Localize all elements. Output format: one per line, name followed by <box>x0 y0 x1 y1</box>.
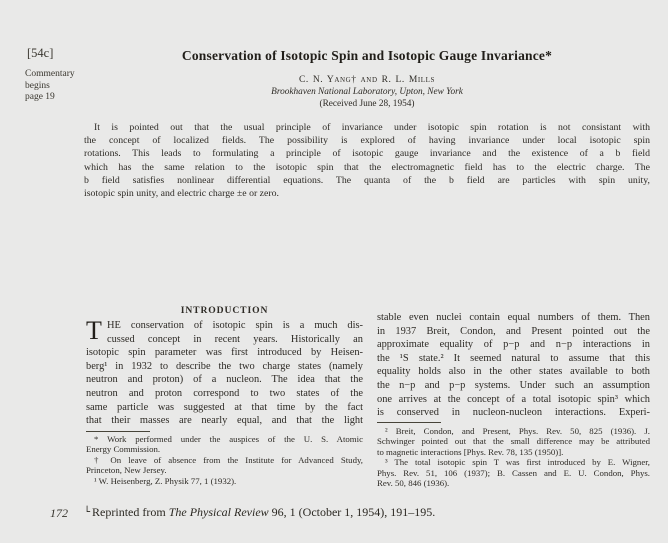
body-line: neutron and proton) of a nucleon. The idea that the <box>86 374 363 386</box>
body-line: the n−p and p−p systems. Under such an assumption <box>377 379 650 391</box>
affiliation-line: Brookhaven National Laboratory, Upton, New York <box>271 87 463 97</box>
left-column-text <box>86 316 363 428</box>
reprint-credit-line <box>84 505 435 520</box>
abstract-line: which has the same relation to the isotopic spin that the electromagnetic field has to the electric charge. The <box>84 161 650 173</box>
body-line: one arrives at the concept of a total isotopic spin³ which <box>377 393 650 405</box>
footnote-line: Princeton, New Jersey. <box>86 465 167 476</box>
margin-note-line: begins <box>25 80 50 91</box>
footnote-line: Energy Commission. <box>86 444 161 455</box>
margin-note-line: page 19 <box>25 92 55 102</box>
abstract-line: the concept of localized fields. The possibility is explored of having invariance under local isotopic spin <box>84 135 650 147</box>
footnote-line: to magnetic interactions [Phys. Rev. 78, 135 (1950)]. <box>377 446 564 457</box>
body-line: cussed concept in recent years. Historically an <box>107 333 363 345</box>
received-date-line: (Received June 28, 1954) <box>319 99 415 109</box>
right-column-text <box>377 311 650 420</box>
body-line: in 1937 Breit, Condon, and Present pointed out the <box>377 325 650 337</box>
body-line: berg¹ in 1932 to describe the two charge states (namely <box>86 360 363 372</box>
abstract-line: It is pointed out that the usual principle of invariance under isotopic spin rotation is not consistant with <box>94 122 650 133</box>
reprint-credit-pre: Reprinted from <box>92 505 169 519</box>
abstract-line: b field satisfies nonlinear differential equations. The quanta of the b field are particles with spin unity, <box>84 174 650 186</box>
footnote-line: Schwinger pointed out that the small difference may be attributed <box>377 436 650 447</box>
section-heading-introduction: INTRODUCTION <box>180 305 269 316</box>
footnote-line: Rev. 50, 846 (1936). <box>377 478 450 489</box>
authors-line: C. N. Yang† and R. L. Mills <box>298 75 436 85</box>
abstract-line: isotopic spin unity, and electric charge ±e or zero. <box>84 188 279 200</box>
footnote-line: Phys. Rev. 51, 106 (1937); B. Cassen and E. U. Condon, Phys. <box>377 467 650 478</box>
body-line: same particle was suggested at that time by the fact <box>86 401 363 413</box>
body-line: that their masses are nearly equal, and that the light <box>86 415 363 427</box>
body-line: neutron and proton correspond to two states of the <box>86 387 363 399</box>
footnote-rule-right <box>377 422 441 423</box>
footnote-line: ³ The total isotopic spin T was first introduced by E. Wigner, <box>385 457 650 468</box>
body-line: isotopic spin parameter was first introduced by Heisen- <box>86 347 363 359</box>
footnote-line: * Work performed under the auspices of the U. S. Atomic <box>94 434 363 444</box>
footnote-rule-left <box>86 431 150 432</box>
body-line: HE conservation of isotopic spin is a much dis- <box>107 320 363 331</box>
footnote-line: ¹ W. Heisenberg, Z. Physik 77, 1 (1932). <box>94 475 237 486</box>
journal-name: The Physical Review <box>168 505 269 519</box>
drop-cap: T <box>86 316 102 345</box>
margin-note-line: Commentary <box>25 69 75 79</box>
corner-bracket-glyph: └ <box>84 507 91 518</box>
reprint-credit-post: 96, 1 (October 1, 1954), 191–195. <box>268 505 436 519</box>
margin-commentary-note <box>25 69 75 104</box>
body-line: the ¹S state.² It seemed natural to assume that this <box>377 352 650 364</box>
right-footnotes <box>377 426 650 488</box>
body-line: stable even nuclei contain equal numbers of them. Then <box>377 312 650 323</box>
body-line: approximate equality of p−p and n−p interactions in <box>377 339 650 351</box>
margin-reference-tag: [54c] <box>27 46 54 60</box>
body-line: equality holds also in the other states available to both <box>377 366 650 378</box>
page-number: 172 <box>50 506 68 520</box>
abstract <box>84 121 650 200</box>
footnote-line: ² Breit, Condon, and Present, Phys. Rev. 50, 825 (1936). J. <box>385 426 650 436</box>
footnote-line: † On leave of absence from the Institute for Advanced Study, <box>94 454 363 465</box>
page-title: Conservation of Isotopic Spin and Isotopic Gauge Invariance* <box>181 48 553 63</box>
body-line: is conserved in nucleon-nucleon interactions. Experi- <box>377 407 650 419</box>
abstract-line: rotations. This leads to formulating a principle of isotopic gauge invariance and the existence of a b field <box>84 148 650 160</box>
left-footnotes <box>86 434 363 486</box>
